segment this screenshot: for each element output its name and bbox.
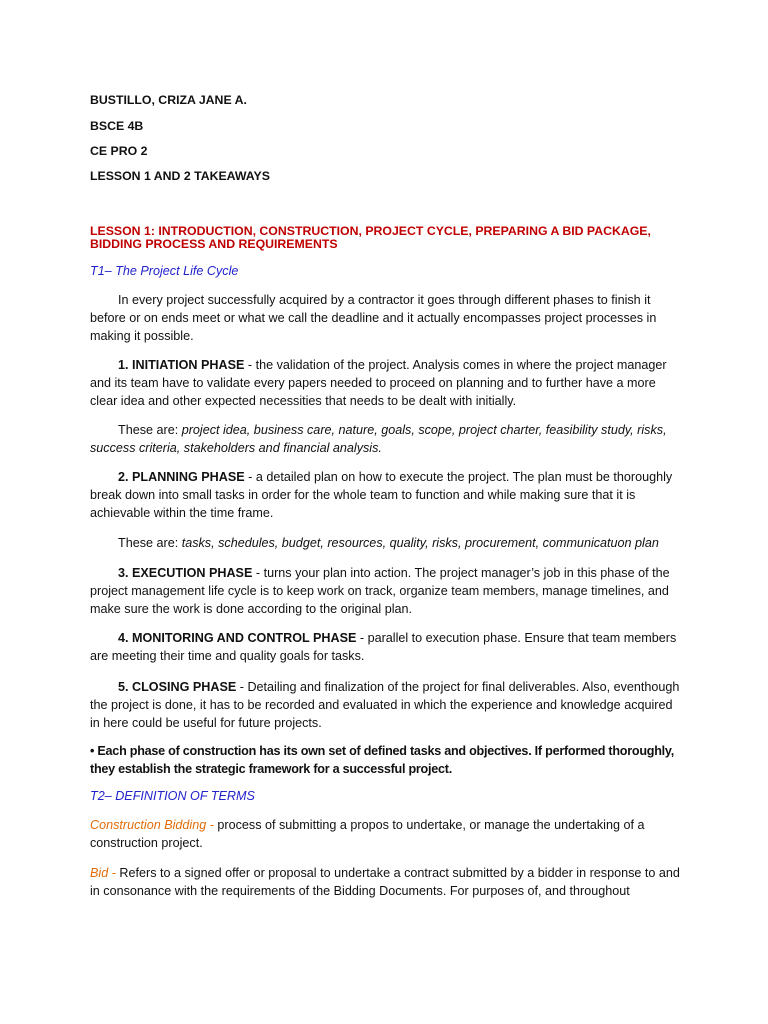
phase-4-text: - parallel to execution phase. Ensure that team members are meeting their time and quality goals for tasks. — [90, 631, 677, 663]
def-construction-bidding: process of submitting a propos to undertake, or manage the undertaking of a construction project. — [90, 818, 645, 850]
def-bid: Refers to a signed offer or proposal to undertake a contract submitted by a bidder in response to and in consonance with the requirements of the Bidding Documents. For purposes of, and throughout — [90, 866, 680, 898]
phase-1-list-label: These are: — [118, 423, 182, 437]
phase-2-list-paragraph — [90, 535, 680, 553]
phase-4-title: 4. MONITORING AND CONTROL PHASE — [118, 631, 357, 645]
phase-1-title: 1. INITIATION PHASE — [118, 358, 245, 372]
lesson-heading: LESSON 1: INTRODUCTION, CONSTRUCTION, PROJECT CYCLE, PREPARING A BID PACKAGE, BIDDING PROCESS AND REQUIREMENTS — [90, 224, 651, 251]
definition-bid — [90, 865, 680, 901]
document-title: LESSON 1 AND 2 TAKEAWAYS — [90, 169, 270, 183]
phase-1-list-paragraph — [90, 422, 680, 458]
definition-construction-bidding — [90, 817, 680, 853]
phase-5-paragraph — [90, 679, 680, 732]
student-name: BUSTILLO, CRIZA JANE A. — [90, 93, 247, 107]
summary-bullet: • Each phase of construction has its own set of defined tasks and objectives. If performed thoroughly, they establish the strategic framework for a successful project. — [90, 744, 674, 776]
phase-1-text: - the validation of the project. Analysis comes in where the project manager and its team have to validate every papers needed to proceed on planning and to further have a more clear idea and other expected necessities that needs to be dealt with initially. — [90, 358, 667, 408]
phase-2-paragraph — [90, 469, 680, 522]
section-title-t2: T2– DEFINITION OF TERMS — [90, 789, 255, 803]
phase-5-title: 5. CLOSING PHASE — [118, 680, 237, 694]
course-code: CE PRO 2 — [90, 144, 148, 158]
phase-5-text: - Detailing and finalization of the project for final deliverables. Also, eventhough the project is done, it has to be recorded and evaluated in which the experience and knowledge acquired in here could be useful for future projects. — [90, 680, 680, 730]
phase-2-text: - a detailed plan on how to execute the project. The plan must be thoroughly break down into small tasks in order for the whole team to function and while making sure that it is achievable within the time frame. — [90, 470, 673, 520]
phase-2-list-label: These are: — [118, 536, 182, 550]
section-title-t1: T1– The Project Life Cycle — [90, 264, 239, 278]
phase-1-paragraph — [90, 357, 680, 410]
term-construction-bidding: Construction Bidding - — [90, 818, 214, 832]
term-bid: Bid - — [90, 866, 116, 880]
phase-1-list: project idea, business care, nature, goals, scope, project charter, feasibility study, risks, success criteria, stakeholders and financial analysis. — [90, 423, 667, 455]
phase-3-paragraph — [90, 565, 680, 618]
intro-paragraph: In every project successfully acquired by a contractor it goes through different phases to finish it before or on ends meet or what we call the deadline and it actually encompasses project processes in making it possible. — [90, 293, 657, 343]
phase-3-title: 3. EXECUTION PHASE — [118, 566, 253, 580]
phase-3-text: - turns your plan into action. The project manager’s job in this phase of the project management life cycle is to keep work on track, organize team members, manage timelines, and make sure the work is done according to the original plan. — [90, 566, 670, 616]
phase-2-list: tasks, schedules, budget, resources, quality, risks, procurement, communicatuon plan — [181, 536, 659, 550]
phase-2-title: 2. PLANNING PHASE — [118, 470, 245, 484]
phase-4-paragraph — [90, 630, 680, 666]
student-section: BSCE 4B — [90, 119, 144, 133]
